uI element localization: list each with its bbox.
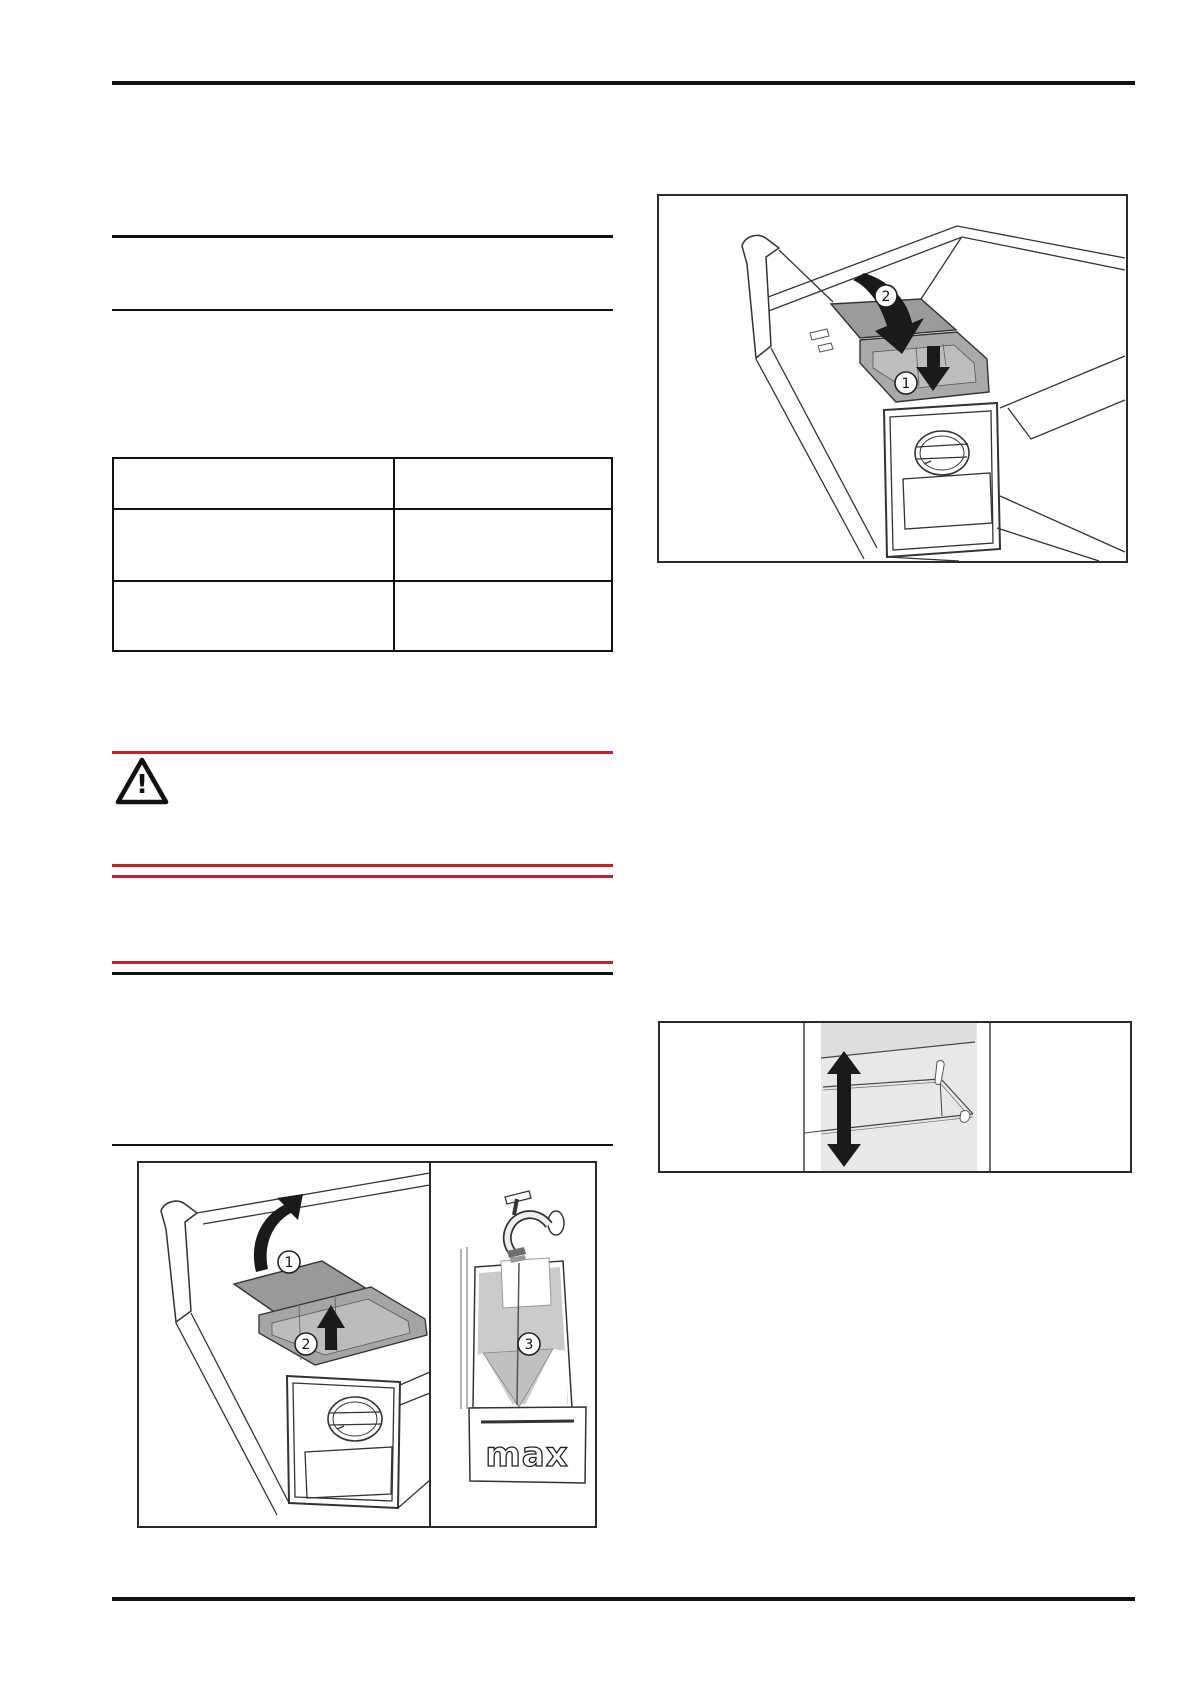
table-column-divider [393,459,395,650]
callout-2-label: 2 [301,1337,311,1353]
section-heading-rule-bottom [112,309,613,311]
warning-rule-top [112,751,613,754]
callout-3-label: 3 [524,1337,534,1353]
table-row-divider [114,508,611,510]
callout-2 [875,285,897,307]
callout-1-label: 1 [901,376,911,392]
callout-2 [295,1333,317,1355]
max-mark-label: max [485,1435,569,1475]
drawer-cap [915,431,969,475]
page-bottom-rule [112,1597,1135,1601]
figure-insert-container [657,194,1128,563]
drawer-front-panel [884,403,1000,557]
callout-2-label: 2 [881,289,891,305]
spec-table [112,457,613,652]
callout-1-label: 1 [284,1255,294,1271]
page-top-rule [112,81,1135,85]
section-heading-rule-top [112,235,613,238]
figure-insert-container-drawing [659,196,1126,561]
callout-1 [895,372,917,394]
figure-heading-rule [112,1144,613,1146]
figure-niche-adjust-drawing [660,1023,1130,1171]
warning-triangle-icon [113,755,171,809]
warning-exclamation: ! [136,770,148,800]
tap-icon [505,1191,564,1263]
figure-fill-container-drawing [139,1163,595,1526]
drawer-cap [328,1397,382,1441]
callout-1 [278,1251,300,1273]
figure-fill-container [137,1161,597,1528]
warning-rule-double-b [112,875,613,878]
figure-niche-adjust [658,1021,1132,1173]
note-rule-black [112,972,613,975]
drawer-front-panel [287,1376,400,1508]
note-rule-red [112,961,613,964]
warning-rule-double-a [112,864,613,867]
callout-3 [518,1333,540,1355]
table-row-divider [114,580,611,582]
